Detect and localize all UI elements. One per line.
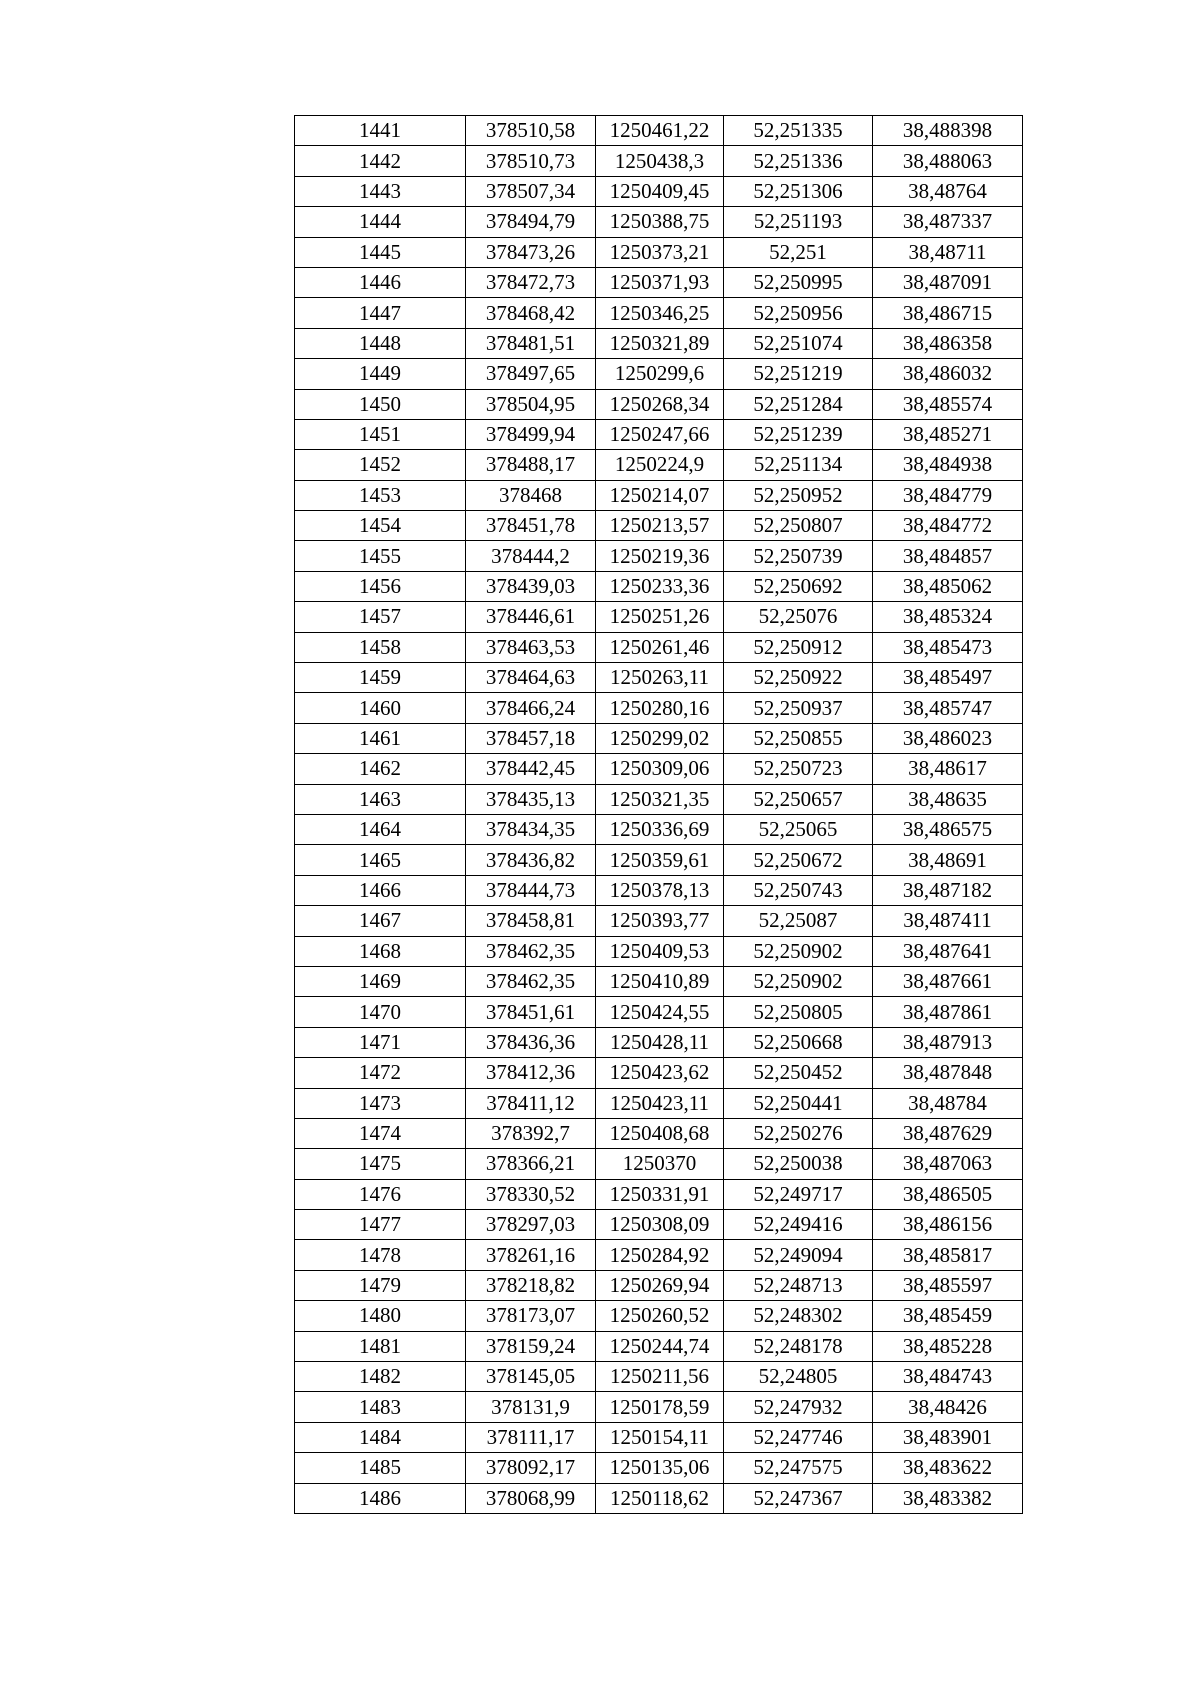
- table-row: [295, 237, 1023, 267]
- point-number-cell: 1444: [295, 207, 466, 237]
- latitude-cell: 52,250441: [724, 1088, 873, 1118]
- longitude-cell: 38,487661: [873, 966, 1023, 996]
- table-row: [295, 845, 1023, 875]
- y-coordinate-cell: 1250321,35: [596, 784, 724, 814]
- table-row: [295, 328, 1023, 358]
- y-coordinate-cell: 1250178,59: [596, 1392, 724, 1422]
- y-coordinate-cell: 1250424,55: [596, 997, 724, 1027]
- longitude-cell: 38,488063: [873, 146, 1023, 176]
- longitude-cell: 38,483901: [873, 1422, 1023, 1452]
- point-number-cell: 1458: [295, 632, 466, 662]
- table-row: [295, 1088, 1023, 1118]
- point-number-cell: 1452: [295, 450, 466, 480]
- y-coordinate-cell: 1250409,45: [596, 176, 724, 206]
- table-row: [295, 754, 1023, 784]
- latitude-cell: 52,251335: [724, 116, 873, 146]
- longitude-cell: 38,485228: [873, 1331, 1023, 1361]
- latitude-cell: 52,251306: [724, 176, 873, 206]
- x-coordinate-cell: 378488,17: [466, 450, 596, 480]
- table-row: [295, 693, 1023, 723]
- point-number-cell: 1448: [295, 328, 466, 358]
- x-coordinate-cell: 378436,82: [466, 845, 596, 875]
- table-row: [295, 1483, 1023, 1513]
- y-coordinate-cell: 1250299,6: [596, 359, 724, 389]
- table-row: [295, 480, 1023, 510]
- longitude-cell: 38,483622: [873, 1453, 1023, 1483]
- latitude-cell: 52,250902: [724, 966, 873, 996]
- x-coordinate-cell: 378131,9: [466, 1392, 596, 1422]
- latitude-cell: 52,251239: [724, 419, 873, 449]
- x-coordinate-cell: 378261,16: [466, 1240, 596, 1270]
- y-coordinate-cell: 1250438,3: [596, 146, 724, 176]
- latitude-cell: 52,250743: [724, 875, 873, 905]
- longitude-cell: 38,484743: [873, 1362, 1023, 1392]
- x-coordinate-cell: 378464,63: [466, 663, 596, 693]
- table-row: [295, 632, 1023, 662]
- point-number-cell: 1453: [295, 480, 466, 510]
- longitude-cell: 38,486715: [873, 298, 1023, 328]
- longitude-cell: 38,48711: [873, 237, 1023, 267]
- x-coordinate-cell: 378436,36: [466, 1027, 596, 1057]
- longitude-cell: 38,487861: [873, 997, 1023, 1027]
- y-coordinate-cell: 1250299,02: [596, 723, 724, 753]
- point-number-cell: 1478: [295, 1240, 466, 1270]
- x-coordinate-cell: 378451,61: [466, 997, 596, 1027]
- table-row: [295, 1118, 1023, 1148]
- table-row: [295, 936, 1023, 966]
- latitude-cell: 52,250038: [724, 1149, 873, 1179]
- table-row: [295, 541, 1023, 571]
- y-coordinate-cell: 1250370: [596, 1149, 724, 1179]
- point-number-cell: 1468: [295, 936, 466, 966]
- point-number-cell: 1459: [295, 663, 466, 693]
- latitude-cell: 52,25076: [724, 602, 873, 632]
- point-number-cell: 1481: [295, 1331, 466, 1361]
- longitude-cell: 38,487182: [873, 875, 1023, 905]
- y-coordinate-cell: 1250260,52: [596, 1301, 724, 1331]
- point-number-cell: 1477: [295, 1210, 466, 1240]
- point-number-cell: 1475: [295, 1149, 466, 1179]
- point-number-cell: 1465: [295, 845, 466, 875]
- y-coordinate-cell: 1250308,09: [596, 1210, 724, 1240]
- longitude-cell: 38,484857: [873, 541, 1023, 571]
- longitude-cell: 38,48426: [873, 1392, 1023, 1422]
- table-row: [295, 602, 1023, 632]
- point-number-cell: 1485: [295, 1453, 466, 1483]
- table-row: [295, 1210, 1023, 1240]
- x-coordinate-cell: 378442,45: [466, 754, 596, 784]
- y-coordinate-cell: 1250154,11: [596, 1422, 724, 1452]
- table-row: [295, 207, 1023, 237]
- y-coordinate-cell: 1250373,21: [596, 237, 724, 267]
- longitude-cell: 38,485497: [873, 663, 1023, 693]
- x-coordinate-cell: 378463,53: [466, 632, 596, 662]
- table-row: [295, 1240, 1023, 1270]
- point-number-cell: 1471: [295, 1027, 466, 1057]
- table-row: [295, 1270, 1023, 1300]
- x-coordinate-cell: 378462,35: [466, 936, 596, 966]
- point-number-cell: 1473: [295, 1088, 466, 1118]
- x-coordinate-cell: 378411,12: [466, 1088, 596, 1118]
- x-coordinate-cell: 378468,42: [466, 298, 596, 328]
- latitude-cell: 52,248713: [724, 1270, 873, 1300]
- latitude-cell: 52,24805: [724, 1362, 873, 1392]
- x-coordinate-cell: 378444,73: [466, 875, 596, 905]
- longitude-cell: 38,487848: [873, 1058, 1023, 1088]
- latitude-cell: 52,250855: [724, 723, 873, 753]
- latitude-cell: 52,250657: [724, 784, 873, 814]
- x-coordinate-cell: 378499,94: [466, 419, 596, 449]
- x-coordinate-cell: 378472,73: [466, 267, 596, 297]
- longitude-cell: 38,48784: [873, 1088, 1023, 1118]
- latitude-cell: 52,250452: [724, 1058, 873, 1088]
- longitude-cell: 38,48635: [873, 784, 1023, 814]
- table-row: [295, 1027, 1023, 1057]
- y-coordinate-cell: 1250233,36: [596, 571, 724, 601]
- x-coordinate-cell: 378392,7: [466, 1118, 596, 1148]
- table-row: [295, 511, 1023, 541]
- x-coordinate-cell: 378330,52: [466, 1179, 596, 1209]
- latitude-cell: 52,248178: [724, 1331, 873, 1361]
- x-coordinate-cell: 378468: [466, 480, 596, 510]
- point-number-cell: 1454: [295, 511, 466, 541]
- x-coordinate-cell: 378497,65: [466, 359, 596, 389]
- latitude-cell: 52,251: [724, 237, 873, 267]
- point-number-cell: 1450: [295, 389, 466, 419]
- table-row: [295, 1422, 1023, 1452]
- latitude-cell: 52,251336: [724, 146, 873, 176]
- longitude-cell: 38,485574: [873, 389, 1023, 419]
- y-coordinate-cell: 1250211,56: [596, 1362, 724, 1392]
- x-coordinate-cell: 378145,05: [466, 1362, 596, 1392]
- table-row: [295, 1149, 1023, 1179]
- longitude-cell: 38,486156: [873, 1210, 1023, 1240]
- longitude-cell: 38,487641: [873, 936, 1023, 966]
- point-number-cell: 1456: [295, 571, 466, 601]
- x-coordinate-cell: 378218,82: [466, 1270, 596, 1300]
- point-number-cell: 1484: [295, 1422, 466, 1452]
- latitude-cell: 52,249717: [724, 1179, 873, 1209]
- table-row: [295, 663, 1023, 693]
- y-coordinate-cell: 1250244,74: [596, 1331, 724, 1361]
- table-row: [295, 1179, 1023, 1209]
- table-row: [295, 784, 1023, 814]
- x-coordinate-cell: 378297,03: [466, 1210, 596, 1240]
- point-number-cell: 1462: [295, 754, 466, 784]
- y-coordinate-cell: 1250359,61: [596, 845, 724, 875]
- y-coordinate-cell: 1250428,11: [596, 1027, 724, 1057]
- longitude-cell: 38,486023: [873, 723, 1023, 753]
- point-number-cell: 1446: [295, 267, 466, 297]
- y-coordinate-cell: 1250268,34: [596, 389, 724, 419]
- x-coordinate-cell: 378092,17: [466, 1453, 596, 1483]
- y-coordinate-cell: 1250409,53: [596, 936, 724, 966]
- x-coordinate-cell: 378458,81: [466, 906, 596, 936]
- longitude-cell: 38,487337: [873, 207, 1023, 237]
- point-number-cell: 1451: [295, 419, 466, 449]
- longitude-cell: 38,48764: [873, 176, 1023, 206]
- point-number-cell: 1470: [295, 997, 466, 1027]
- point-number-cell: 1482: [295, 1362, 466, 1392]
- point-number-cell: 1469: [295, 966, 466, 996]
- point-number-cell: 1445: [295, 237, 466, 267]
- x-coordinate-cell: 378068,99: [466, 1483, 596, 1513]
- table-row: [295, 1331, 1023, 1361]
- latitude-cell: 52,247575: [724, 1453, 873, 1483]
- x-coordinate-cell: 378434,35: [466, 814, 596, 844]
- y-coordinate-cell: 1250135,06: [596, 1453, 724, 1483]
- table-row: [295, 723, 1023, 753]
- table-row: [295, 389, 1023, 419]
- longitude-cell: 38,483382: [873, 1483, 1023, 1513]
- table-row: [295, 176, 1023, 206]
- y-coordinate-cell: 1250213,57: [596, 511, 724, 541]
- table-row: [295, 814, 1023, 844]
- latitude-cell: 52,251284: [724, 389, 873, 419]
- y-coordinate-cell: 1250224,9: [596, 450, 724, 480]
- longitude-cell: 38,488398: [873, 116, 1023, 146]
- point-number-cell: 1461: [295, 723, 466, 753]
- latitude-cell: 52,251193: [724, 207, 873, 237]
- longitude-cell: 38,48617: [873, 754, 1023, 784]
- longitude-cell: 38,484938: [873, 450, 1023, 480]
- x-coordinate-cell: 378366,21: [466, 1149, 596, 1179]
- x-coordinate-cell: 378435,13: [466, 784, 596, 814]
- latitude-cell: 52,250922: [724, 663, 873, 693]
- latitude-cell: 52,247932: [724, 1392, 873, 1422]
- y-coordinate-cell: 1250388,75: [596, 207, 724, 237]
- longitude-cell: 38,486505: [873, 1179, 1023, 1209]
- point-number-cell: 1455: [295, 541, 466, 571]
- y-coordinate-cell: 1250346,25: [596, 298, 724, 328]
- table-row: [295, 1453, 1023, 1483]
- latitude-cell: 52,250668: [724, 1027, 873, 1057]
- y-coordinate-cell: 1250378,13: [596, 875, 724, 905]
- y-coordinate-cell: 1250423,11: [596, 1088, 724, 1118]
- latitude-cell: 52,251074: [724, 328, 873, 358]
- y-coordinate-cell: 1250269,94: [596, 1270, 724, 1300]
- latitude-cell: 52,247367: [724, 1483, 873, 1513]
- table-row: [295, 571, 1023, 601]
- y-coordinate-cell: 1250280,16: [596, 693, 724, 723]
- longitude-cell: 38,486575: [873, 814, 1023, 844]
- point-number-cell: 1474: [295, 1118, 466, 1148]
- point-number-cell: 1447: [295, 298, 466, 328]
- latitude-cell: 52,250276: [724, 1118, 873, 1148]
- y-coordinate-cell: 1250309,06: [596, 754, 724, 784]
- y-coordinate-cell: 1250214,07: [596, 480, 724, 510]
- x-coordinate-cell: 378444,2: [466, 541, 596, 571]
- table-row: [295, 298, 1023, 328]
- table-row: [295, 906, 1023, 936]
- x-coordinate-cell: 378173,07: [466, 1301, 596, 1331]
- x-coordinate-cell: 378510,73: [466, 146, 596, 176]
- longitude-cell: 38,485324: [873, 602, 1023, 632]
- point-number-cell: 1464: [295, 814, 466, 844]
- table-row: [295, 1058, 1023, 1088]
- longitude-cell: 38,485473: [873, 632, 1023, 662]
- point-number-cell: 1479: [295, 1270, 466, 1300]
- point-number-cell: 1443: [295, 176, 466, 206]
- longitude-cell: 38,487063: [873, 1149, 1023, 1179]
- latitude-cell: 52,250937: [724, 693, 873, 723]
- latitude-cell: 52,25087: [724, 906, 873, 936]
- latitude-cell: 52,251219: [724, 359, 873, 389]
- longitude-cell: 38,48691: [873, 845, 1023, 875]
- y-coordinate-cell: 1250321,89: [596, 328, 724, 358]
- x-coordinate-cell: 378481,51: [466, 328, 596, 358]
- table-row: [295, 116, 1023, 146]
- y-coordinate-cell: 1250118,62: [596, 1483, 724, 1513]
- x-coordinate-cell: 378462,35: [466, 966, 596, 996]
- longitude-cell: 38,487091: [873, 267, 1023, 297]
- y-coordinate-cell: 1250336,69: [596, 814, 724, 844]
- point-number-cell: 1442: [295, 146, 466, 176]
- table-row: [295, 359, 1023, 389]
- latitude-cell: 52,250995: [724, 267, 873, 297]
- x-coordinate-cell: 378439,03: [466, 571, 596, 601]
- x-coordinate-cell: 378473,26: [466, 237, 596, 267]
- y-coordinate-cell: 1250410,89: [596, 966, 724, 996]
- point-number-cell: 1480: [295, 1301, 466, 1331]
- point-number-cell: 1457: [295, 602, 466, 632]
- longitude-cell: 38,487629: [873, 1118, 1023, 1148]
- table-row: [295, 146, 1023, 176]
- y-coordinate-cell: 1250247,66: [596, 419, 724, 449]
- latitude-cell: 52,249416: [724, 1210, 873, 1240]
- longitude-cell: 38,485062: [873, 571, 1023, 601]
- y-coordinate-cell: 1250461,22: [596, 116, 724, 146]
- x-coordinate-cell: 378446,61: [466, 602, 596, 632]
- point-number-cell: 1476: [295, 1179, 466, 1209]
- table-row: [295, 966, 1023, 996]
- x-coordinate-cell: 378159,24: [466, 1331, 596, 1361]
- point-number-cell: 1483: [295, 1392, 466, 1422]
- longitude-cell: 38,485459: [873, 1301, 1023, 1331]
- x-coordinate-cell: 378457,18: [466, 723, 596, 753]
- x-coordinate-cell: 378111,17: [466, 1422, 596, 1452]
- latitude-cell: 52,250672: [724, 845, 873, 875]
- longitude-cell: 38,487913: [873, 1027, 1023, 1057]
- x-coordinate-cell: 378494,79: [466, 207, 596, 237]
- coordinates-table: [294, 115, 1023, 1514]
- longitude-cell: 38,487411: [873, 906, 1023, 936]
- latitude-cell: 52,250952: [724, 480, 873, 510]
- x-coordinate-cell: 378466,24: [466, 693, 596, 723]
- point-number-cell: 1463: [295, 784, 466, 814]
- y-coordinate-cell: 1250284,92: [596, 1240, 724, 1270]
- y-coordinate-cell: 1250219,36: [596, 541, 724, 571]
- longitude-cell: 38,485747: [873, 693, 1023, 723]
- latitude-cell: 52,250912: [724, 632, 873, 662]
- longitude-cell: 38,486032: [873, 359, 1023, 389]
- longitude-cell: 38,485597: [873, 1270, 1023, 1300]
- y-coordinate-cell: 1250371,93: [596, 267, 724, 297]
- point-number-cell: 1441: [295, 116, 466, 146]
- y-coordinate-cell: 1250251,26: [596, 602, 724, 632]
- table-row: [295, 1301, 1023, 1331]
- latitude-cell: 52,251134: [724, 450, 873, 480]
- latitude-cell: 52,247746: [724, 1422, 873, 1452]
- point-number-cell: 1467: [295, 906, 466, 936]
- longitude-cell: 38,486358: [873, 328, 1023, 358]
- table-row: [295, 875, 1023, 905]
- table-row: [295, 450, 1023, 480]
- table-row: [295, 1392, 1023, 1422]
- latitude-cell: 52,250956: [724, 298, 873, 328]
- point-number-cell: 1466: [295, 875, 466, 905]
- x-coordinate-cell: 378412,36: [466, 1058, 596, 1088]
- latitude-cell: 52,250807: [724, 511, 873, 541]
- point-number-cell: 1486: [295, 1483, 466, 1513]
- point-number-cell: 1449: [295, 359, 466, 389]
- y-coordinate-cell: 1250331,91: [596, 1179, 724, 1209]
- y-coordinate-cell: 1250263,11: [596, 663, 724, 693]
- x-coordinate-cell: 378510,58: [466, 116, 596, 146]
- table-row: [295, 1362, 1023, 1392]
- latitude-cell: 52,25065: [724, 814, 873, 844]
- latitude-cell: 52,248302: [724, 1301, 873, 1331]
- latitude-cell: 52,249094: [724, 1240, 873, 1270]
- table-row: [295, 267, 1023, 297]
- table-row: [295, 997, 1023, 1027]
- latitude-cell: 52,250692: [724, 571, 873, 601]
- point-number-cell: 1460: [295, 693, 466, 723]
- longitude-cell: 38,485817: [873, 1240, 1023, 1270]
- y-coordinate-cell: 1250408,68: [596, 1118, 724, 1148]
- point-number-cell: 1472: [295, 1058, 466, 1088]
- x-coordinate-cell: 378451,78: [466, 511, 596, 541]
- longitude-cell: 38,485271: [873, 419, 1023, 449]
- y-coordinate-cell: 1250423,62: [596, 1058, 724, 1088]
- latitude-cell: 52,250902: [724, 936, 873, 966]
- x-coordinate-cell: 378507,34: [466, 176, 596, 206]
- y-coordinate-cell: 1250393,77: [596, 906, 724, 936]
- latitude-cell: 52,250739: [724, 541, 873, 571]
- latitude-cell: 52,250723: [724, 754, 873, 784]
- latitude-cell: 52,250805: [724, 997, 873, 1027]
- x-coordinate-cell: 378504,95: [466, 389, 596, 419]
- y-coordinate-cell: 1250261,46: [596, 632, 724, 662]
- longitude-cell: 38,484779: [873, 480, 1023, 510]
- longitude-cell: 38,484772: [873, 511, 1023, 541]
- table-row: [295, 419, 1023, 449]
- coordinates-table-body: [295, 116, 1023, 1514]
